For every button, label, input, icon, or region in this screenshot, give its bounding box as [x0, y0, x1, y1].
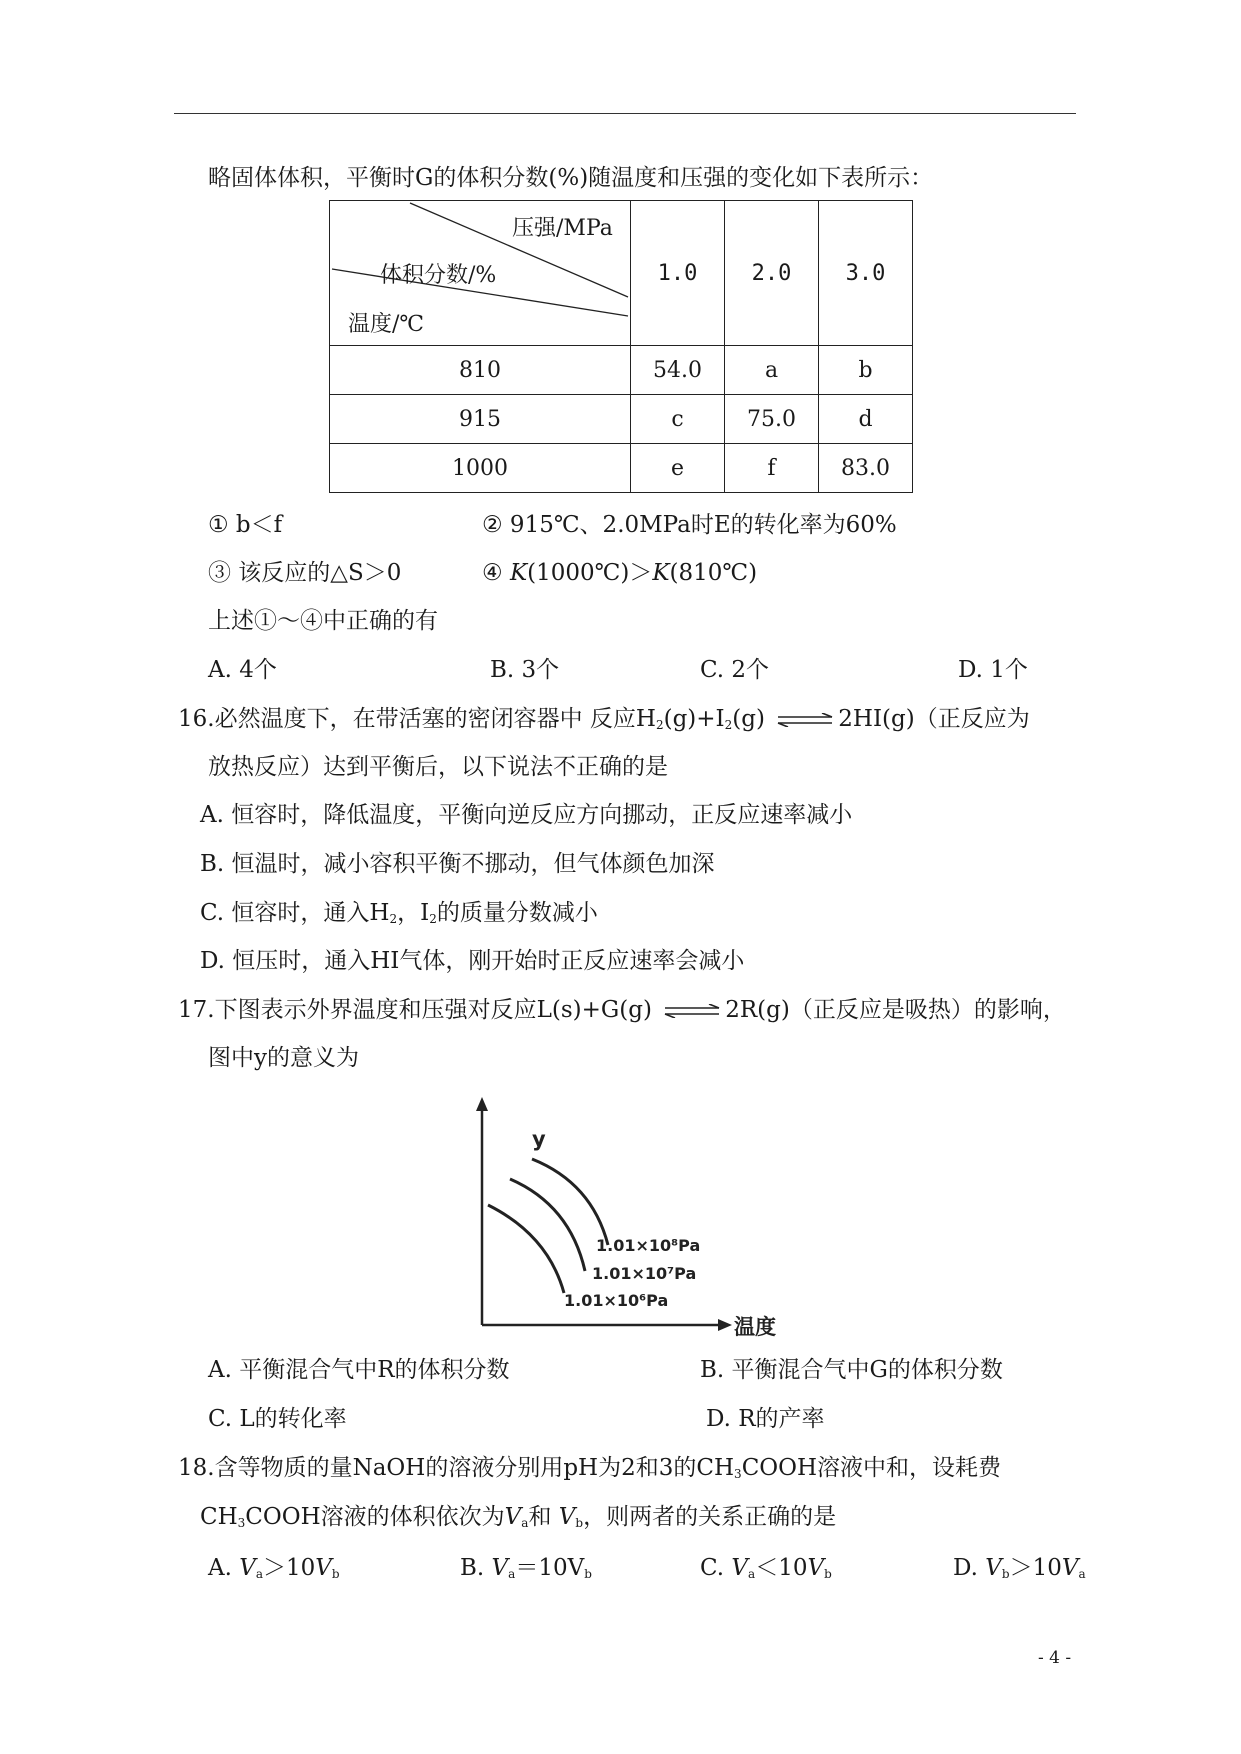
subscript: a — [521, 1516, 529, 1530]
question-number: 18. — [178, 1455, 215, 1481]
v-symbol: V — [239, 1555, 256, 1581]
table-header-diagonal-cell — [330, 201, 631, 346]
q16-option-b: B. 恒温时，减小容积平衡不挪动，但气体颜色加深 — [200, 851, 715, 877]
v-symbol: V — [731, 1555, 749, 1581]
q16-option-c-b: ，I — [397, 900, 430, 926]
equilibrium-arrow-icon — [663, 1004, 721, 1018]
temp-cell: 1000 — [330, 444, 631, 493]
statement-3: ③ 该反应的△S＞0 — [208, 560, 402, 586]
subscript: b — [575, 1516, 584, 1530]
relation: ＞10 — [1009, 1555, 1062, 1581]
q18-option-a — [208, 1553, 340, 1589]
subscript: a — [255, 1567, 264, 1581]
q18-option-c — [700, 1553, 832, 1589]
q16-stem — [178, 704, 1030, 740]
data-table — [329, 200, 913, 493]
statement-2: ② 915℃、2.0MPa时E的转化率为60% — [482, 512, 897, 538]
table-row — [330, 395, 913, 444]
q16-line2: 放热反应）达到平衡后，以下说法不正确的是 — [208, 754, 668, 780]
temp-cell: 810 — [330, 346, 631, 395]
q18-stem-a: 含等物质的量NaOH的溶液分别用pH为2和3的CH — [214, 1455, 735, 1481]
subscript: b — [584, 1567, 592, 1581]
statement-4-mid: (1000℃)＞ — [527, 560, 653, 586]
v-symbol: V — [491, 1555, 509, 1581]
q18-line2-d: ，则两者的关系正确的是 — [583, 1504, 837, 1530]
value-cell: e — [631, 444, 725, 493]
subscript: b — [331, 1567, 340, 1581]
v-symbol: V — [807, 1555, 825, 1581]
relation: ＝10V — [515, 1555, 585, 1581]
value-cell: 75.0 — [725, 395, 819, 444]
q17-option-c: C. L的转化率 — [208, 1406, 347, 1432]
q18-option-d — [953, 1553, 1086, 1589]
statement-4 — [482, 558, 757, 588]
q15-option-d: D. 1个 — [958, 657, 1028, 683]
option-label: B. — [460, 1555, 485, 1581]
q16-option-c — [200, 898, 598, 934]
series-line-1e6 — [488, 1205, 564, 1293]
value-cell: b — [819, 346, 913, 395]
subscript: a — [748, 1567, 756, 1581]
question-number: 16. — [178, 706, 215, 732]
q18-line2-a: CH — [200, 1504, 238, 1530]
series-label-1e6: 1.01×10⁶Pa — [564, 1291, 669, 1310]
q17-option-d: D. R的产率 — [706, 1406, 825, 1432]
q17-stem — [178, 995, 1066, 1025]
subscript: b — [824, 1567, 832, 1581]
option-label: C. — [700, 1555, 725, 1581]
header-rule — [174, 113, 1076, 114]
question-number: 17. — [178, 997, 215, 1023]
q17-stem-b: 2R(g)（正反应是吸热）的影响， — [725, 997, 1066, 1023]
q15-option-a: A. 4个 — [208, 657, 277, 683]
q18-line2 — [200, 1502, 836, 1538]
pressure-temperature-chart — [460, 1095, 780, 1345]
q16-option-a: A. 恒容时，降低温度，平衡向逆反应方向挪动，正反应速率减小 — [200, 802, 853, 828]
page-number: - 4 - — [1038, 1648, 1072, 1668]
relation: ＜10 — [755, 1555, 808, 1581]
q18-stem — [178, 1453, 1001, 1489]
subscript: 2 — [429, 912, 437, 926]
v-symbol: V — [558, 1504, 576, 1530]
statement-1: ① b＜f — [208, 512, 283, 538]
q17-line2: 图中y的意义为 — [208, 1045, 359, 1071]
v-symbol: V — [985, 1555, 1002, 1581]
y-axis-arrow-icon — [476, 1097, 488, 1111]
value-cell: f — [725, 444, 819, 493]
header-temp: 温度/℃ — [348, 312, 425, 337]
q17-option-a: A. 平衡混合气中R的体积分数 — [208, 1357, 510, 1383]
table-row — [330, 444, 913, 493]
x-axis-label: 温度 — [734, 1315, 776, 1339]
statement-4-prefix: ④ — [482, 560, 510, 586]
subscript: b — [1001, 1567, 1010, 1581]
y-axis-label: y — [532, 1127, 546, 1151]
q18-stem-b: COOH溶液中和，设耗费 — [741, 1455, 1002, 1481]
q18-line2-b: COOH溶液的体积依次为 — [245, 1504, 505, 1530]
value-cell: d — [819, 395, 913, 444]
subscript: a — [508, 1567, 516, 1581]
header-pressure: 压强/MPa — [512, 216, 613, 241]
temp-cell: 915 — [330, 395, 631, 444]
q16-option-c-c: 的质量分数减小 — [436, 900, 598, 926]
q15-option-c: C. 2个 — [700, 657, 770, 683]
subscript: a — [1078, 1567, 1086, 1581]
k-symbol: K — [509, 560, 528, 586]
value-cell: 54.0 — [631, 346, 725, 395]
q15-ask: 上述①～④中正确的有 — [208, 608, 438, 634]
v-symbol: V — [1061, 1555, 1079, 1581]
relation: ＞10 — [263, 1555, 316, 1581]
option-label: D. — [953, 1555, 978, 1581]
option-label: A. — [208, 1555, 232, 1581]
intro-text: 略固体体积，平衡时G的体积分数(%)随温度和压强的变化如下表所示： — [208, 165, 934, 191]
q18-line2-c: 和 — [528, 1504, 552, 1530]
header-fraction: 体积分数/% — [380, 263, 497, 288]
subscript: 3 — [734, 1467, 742, 1481]
series-label-1e7: 1.01×10⁷Pa — [592, 1264, 697, 1283]
value-cell: 83.0 — [819, 444, 913, 493]
pressure-col-3: 3.0 — [819, 201, 913, 346]
subscript: 2 — [655, 718, 664, 732]
q16-stem-a: 必然温度下，在带活塞的密闭容器中 反应H — [214, 706, 656, 732]
q17-option-b: B. 平衡混合气中G的体积分数 — [700, 1357, 1003, 1383]
subscript: 2 — [389, 912, 398, 926]
equilibrium-arrow-icon — [776, 713, 834, 727]
q16-stem-d: 2HI(g)（正反应为 — [838, 706, 1030, 732]
value-cell: c — [631, 395, 725, 444]
q16-stem-c: (g) — [732, 706, 765, 732]
q17-stem-a: 下图表示外界温度和压强对反应L(s)+G(g) — [214, 997, 652, 1023]
statement-4-end: (810℃) — [669, 560, 758, 586]
pressure-col-1: 1.0 — [631, 201, 725, 346]
series-label-1e8: 1.01×10⁸Pa — [596, 1236, 701, 1255]
q15-option-b: B. 3个 — [490, 657, 560, 683]
q16-option-d: D. 恒压时，通入HI气体，刚开始时正反应速率会减小 — [200, 948, 745, 974]
q16-stem-b: (g)+I — [663, 706, 725, 732]
x-axis-arrow-icon — [718, 1319, 732, 1331]
q16-option-c-a: C. 恒容时，通入H — [200, 900, 390, 926]
pressure-col-2: 2.0 — [725, 201, 819, 346]
value-cell: a — [725, 346, 819, 395]
v-symbol: V — [504, 1504, 522, 1530]
q18-option-b — [460, 1553, 592, 1589]
subscript: 2 — [724, 718, 733, 732]
subscript: 3 — [237, 1516, 246, 1530]
v-symbol: V — [315, 1555, 332, 1581]
k-symbol: K — [652, 560, 670, 586]
table-row — [330, 346, 913, 395]
